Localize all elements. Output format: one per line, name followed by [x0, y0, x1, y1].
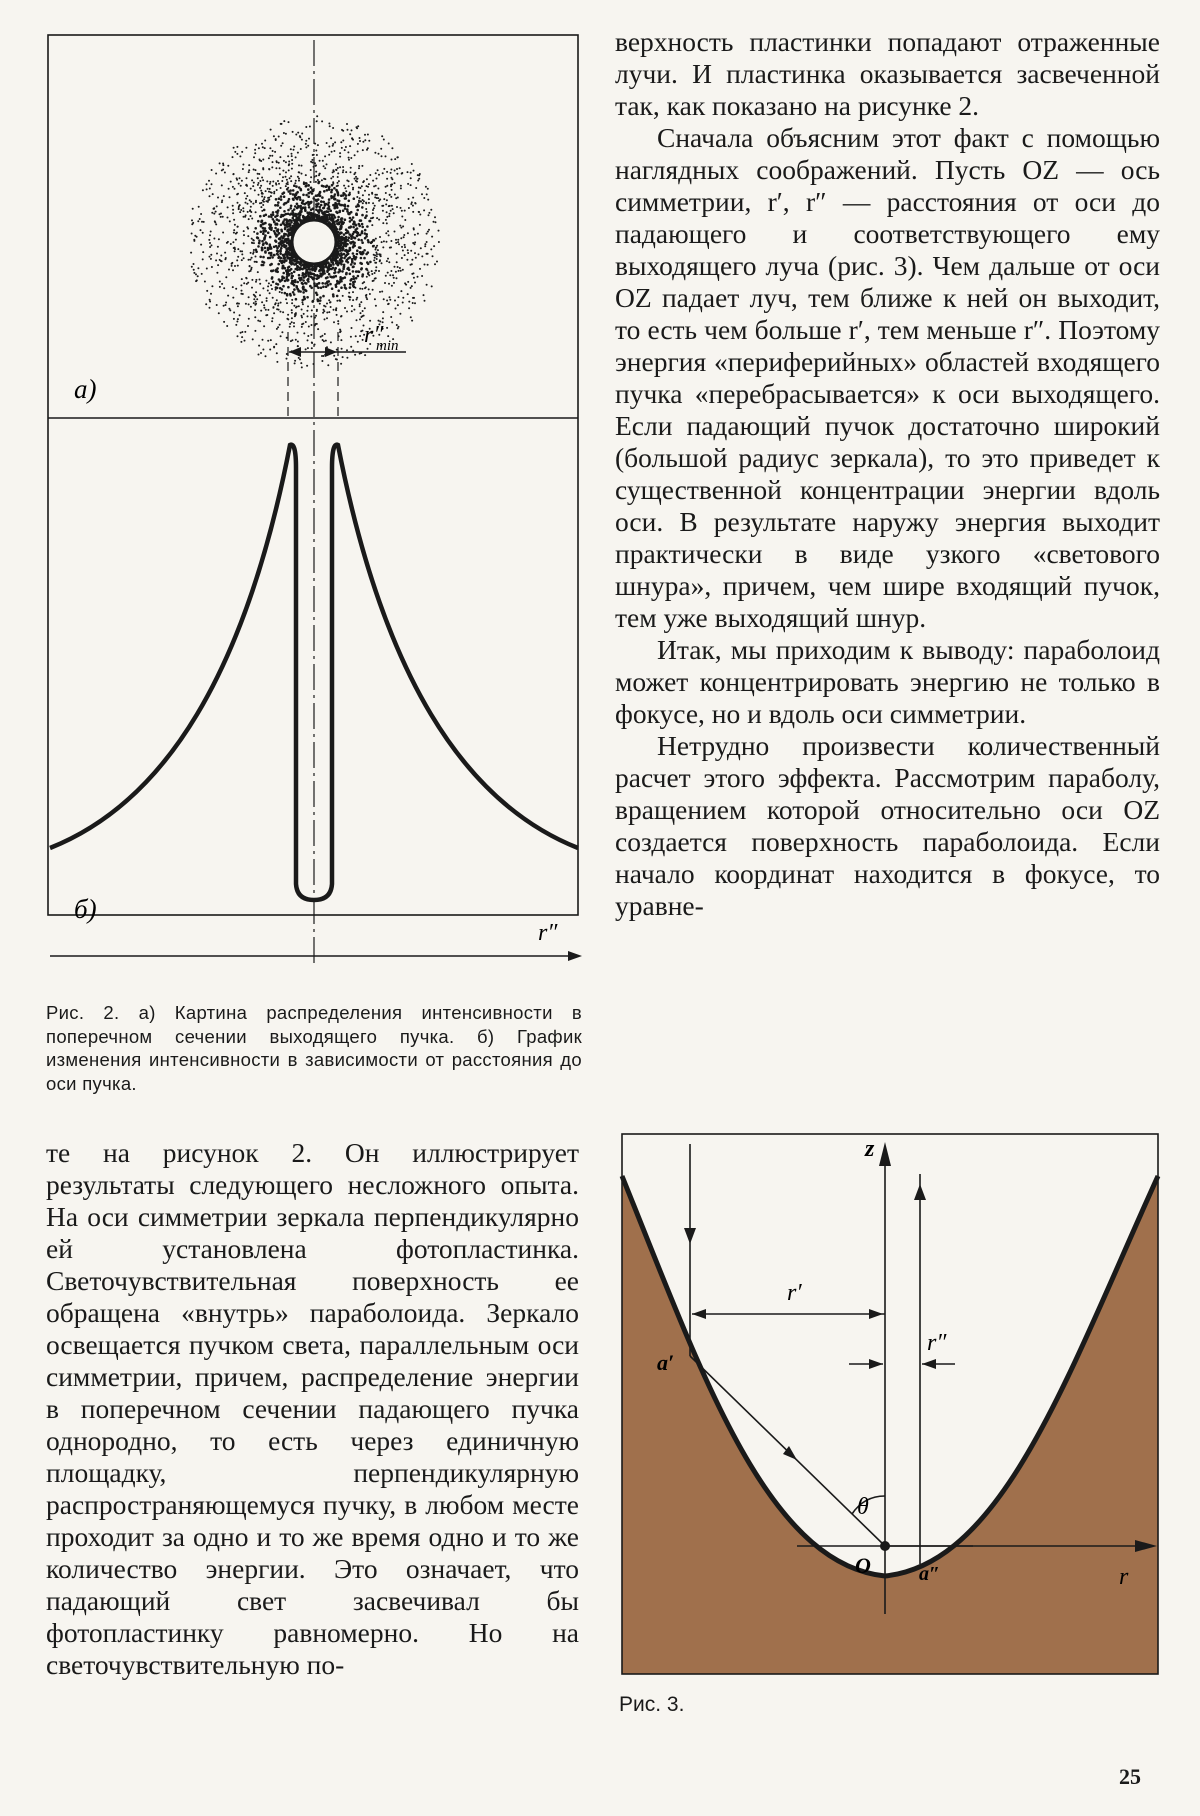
mirror-body: [622, 1176, 1158, 1674]
r-axis-label: r″: [538, 920, 558, 946]
a-prime-label: a′: [657, 1350, 675, 1375]
rmin-label: r″: [364, 322, 384, 348]
paragraph: Нетрудно произвести количественный расчет этого эффекта. Рассмотрим параболу, вращением которой относительно оси OZ создается поверхность параболоида. Если начало координат находится в фокусе, то уравне-: [615, 730, 1160, 921]
r-double-prime-label: r″: [927, 1330, 947, 1356]
z-label: z: [865, 1136, 875, 1162]
r-prime-label: r′: [787, 1280, 802, 1306]
label-b: б): [74, 894, 97, 924]
page-number: 25: [1119, 1764, 1141, 1789]
label-a: а): [74, 374, 97, 404]
figure-3: [617, 1124, 1165, 1684]
figure-2: [46, 32, 586, 972]
r-label: r: [1119, 1564, 1129, 1590]
paragraph: те на рисунок 2. Он иллюстрирует результаты следующего несложного опыта. На оси симметрии зеркала перпендикулярно ей установлена фотопластинка. Светочувствительная поверхность ее обращена «внутрь» параболоида. Зеркало освещается пучком света, параллельным оси симметрии, причем, распределение энергии в поперечном сечении падающего пучка однородно, то есть через единичную площадку, перпендикулярную распространяющемуся пучку, в любом месте проходит за одно и то же время одно и то же количество энергии. Это означает, что падающий свет засвечивал бы фотопластинку равномерно. Но на светочувствительную по-: [46, 1137, 579, 1680]
figure-2-caption: Рис. 2. а) Картина распределения интенсивности в поперечном сечении выходящего пучка. б) График изменения интенсивности в зависимости от расстояния до оси пучка.: [46, 1002, 582, 1094]
text-column-right: [615, 26, 1160, 922]
paragraph: Сначала объясним этот факт с помощью наглядных соображений. Пусть OZ — ось симметрии, r′, r″ — расстояния от оси до падающего и соответствующего ему выходящего луча (рис. 3). Чем дальше от оси OZ падает луч, тем ближе к ней он выходит, то есть чем больше r′, тем меньше r″. Поэтому энергия «периферийных» областей входящего пучка «перебрасывается» к оси выходящего. Если падающий пучок достаточно широкий (большой радиус зеркала), то это приведет к существенной концентрации энергии вдоль оси. В результате наружу энергия выходит практически в виде узкого «светового шнура», причем, чем шире входящий пучок, тем уже выходящий шнур.: [615, 122, 1160, 633]
text-column-left: [46, 1137, 579, 1681]
rmin-subscript: min: [376, 338, 399, 354]
central-hole: [292, 220, 336, 264]
origin-label: O: [855, 1553, 871, 1578]
theta-label: θ: [857, 1494, 869, 1520]
a-double-prime-label: a″: [919, 1563, 941, 1585]
paragraph: верхность пластинки попадают отраженные лучи. И пластинка оказывается засвеченной так, как показано на рисунке 2.: [615, 26, 1160, 121]
paragraph: Итак, мы приходим к выводу: параболоид может концентрировать энергию не только в фокусе, но и вдоль оси симметрии.: [615, 634, 1160, 729]
figure-3-caption: Рис. 3.: [619, 1693, 685, 1716]
